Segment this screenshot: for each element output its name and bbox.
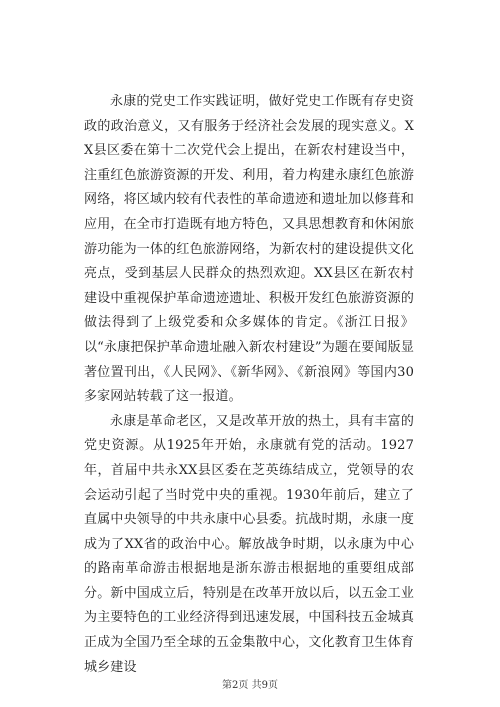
paragraph-2: 永康是革命老区，又是改革开放的热土，具有丰富的党史资源。从1925年开始，永康就有党的活动。1927年，首届中共永XX县区委在芝英练结成立，党领导的农会运动引起了当时党中央的重视。1930年前后，建立了直属中央领导的中共永康中心县委。抗战时期，永康一度成为了XX省的政治中心。解放战争时期，以永康为中心的路南革命游击根据地是浙东游击根据地的重要组成部分。新中国成立后，特别是在改革开放以后，以五金工业为主要特色的工业经济得到迅速发展，中国科技五金城真正成为全国乃至全球的五金集散中心，文化教育卫生体育城乡建设 <box>84 413 414 675</box>
document-body <box>84 90 414 680</box>
page-footer: 第2页 共9页 <box>222 680 278 691</box>
paragraph-1: 永康的党史工作实践证明，做好党史工作既有存史资政的政治意义，又有服务于经济社会发展的现实意义。XX县区委在第十二次党代会上提出，在新农村建设当中，注重红色旅游资源的开发、利用，着力构建永康红色旅游网络，将区域内较有代表性的革命遗迹和遗址加以修葺和应用，在全市打造既有地方特色，又具思想教育和休闲旅游功能为一体的红色旅游网络，为新农村的建设提供文化亮点，受到基层人民群众的热烈欢迎。XX县区在新农村建设中重视保护革命遗迹遗址、积极开发红色旅游资源的做法得到了上级党委和众多媒体的肯定。《浙江日报》以“永康把保护革命遗址融入新农村建设”为题在要闻版显著位置刊出，《人民网》、《新华网》、《新浪网》等国内30多家网站转载了这一报道。 <box>84 94 414 405</box>
